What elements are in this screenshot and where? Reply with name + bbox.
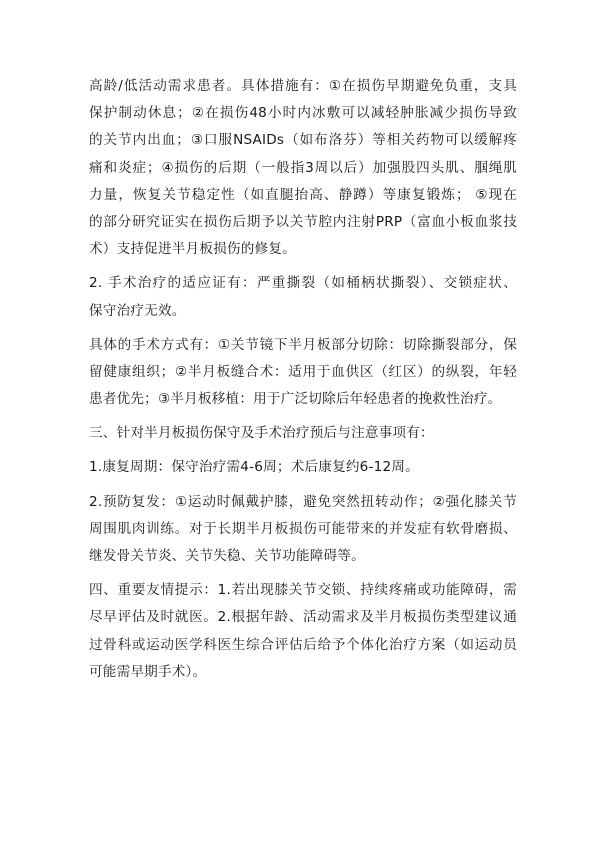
paragraph-conservative-measures xyxy=(89,73,517,263)
text-line: 1.康复周期：保守治疗需4-6周；术后康复约6-12周。 xyxy=(89,459,419,476)
text-line: 2. 手术治疗的适应证有：严重撕裂（如桶柄状撕裂）、交锁症状、 xyxy=(89,275,517,292)
text-line: 过骨科或运动医学科医生综合评估后给予个体化治疗方案（如运动员 xyxy=(89,636,517,653)
paragraph-prevention xyxy=(89,489,517,571)
text-line: 三、针对半月板损伤保守及手术治疗预后与注意事项有： xyxy=(89,425,434,442)
text-line: 可能需早期手术）。 xyxy=(89,663,207,680)
text-line: 力量，恢复关节稳定性（如直腿抬高、静蹲）等康复锻炼； ⑤现在 xyxy=(89,186,517,203)
text-line: 2.预防复发：①运动时佩戴护膝，避免突然扭转动作；②强化膝关节 xyxy=(89,493,517,510)
text-line: 的关节内出血；③口服NSAIDs（如布洛芬）等相关药物可以缓解疼 xyxy=(89,132,517,149)
paragraph-recovery-period xyxy=(89,454,517,481)
paragraph-surgical-indications xyxy=(89,270,517,324)
section-heading-prognosis xyxy=(89,420,517,447)
text-line: 高龄/低活动需求患者。具体措施有：①在损伤早期避免负重，支具 xyxy=(89,78,517,94)
text-line: 尽早评估及时就医。2.根据年龄、活动需求及半月板损伤类型建议通 xyxy=(89,609,517,626)
text-line: 留健康组织；②半月板缝合术：适用于血供区（红区）的纵裂，年轻 xyxy=(89,363,517,380)
text-line: 继发骨关节炎、关节失稳、关节功能障碍等。 xyxy=(89,548,365,564)
text-line: 术）支持促进半月板损伤的修复。 xyxy=(89,241,296,258)
text-line: 的部分研究证实在损伤后期予以关节腔内注射PRP（富血小板血浆技 xyxy=(89,213,517,230)
text-line: 患者优先；③半月板移植：用于广泛切除后年轻患者的挽救性治疗。 xyxy=(89,391,502,408)
text-line: 四、重要友情提示：1.若出现膝关节交锁、持续疼痛或功能障碍，需 xyxy=(89,582,517,599)
text-line: 保护制动休息；②在损伤48小时内冰敷可以减轻肿胀减少损伤导致 xyxy=(89,105,517,122)
paragraph-surgical-methods xyxy=(89,332,517,414)
text-line: 痛和炎症；④损伤的后期（一般指3周以后）加强股四头肌、腘绳肌 xyxy=(89,159,517,176)
text-line: 具体的手术方式有：①关节镜下半月板部分切除：切除撕裂部分，保 xyxy=(89,336,517,353)
paragraph-important-reminder xyxy=(89,577,517,686)
text-line: 保守治疗无效。 xyxy=(89,302,186,319)
document-body xyxy=(89,73,517,693)
text-line: 周围肌肉训练。对于长期半月板损伤可能带来的并发症有软骨磨损、 xyxy=(89,520,517,537)
